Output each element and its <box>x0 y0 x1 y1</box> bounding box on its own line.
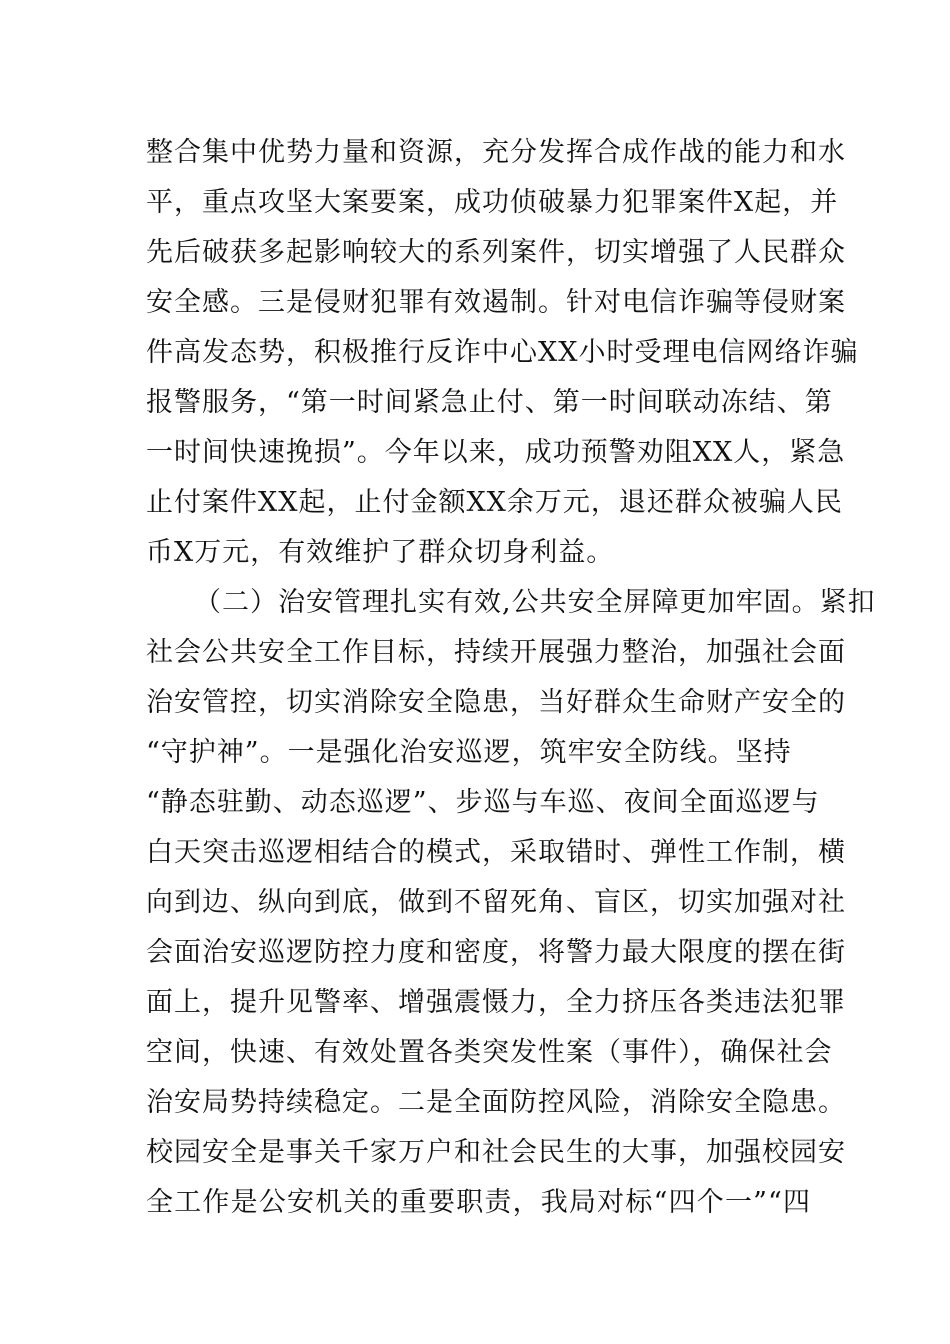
text-line: 面上，提升见警率、增强震慑力，全力挤压各类违法犯罪 <box>146 987 846 1018</box>
text-line: 币X万元，有效维护了群众切身利益。 <box>146 537 615 568</box>
text-line: 件高发态势，积极推行反诈中心XX小时受理电信网络诈骗 <box>146 337 859 368</box>
text-line: 先后破获多起影响较大的系列案件，切实增强了人民群众 <box>146 237 846 268</box>
text-line: 一时间快速挽损”。今年以来，成功预警劝阻XX人，紧急 <box>146 437 846 468</box>
text-line: 整合集中优势力量和资源，充分发挥合成作战的能力和水 <box>146 137 846 168</box>
text-line: 校园安全是事关千家万户和社会民生的大事，加强校园安 <box>146 1137 846 1168</box>
text-line: 治安局势持续稳定。二是全面防控风险，消除安全隐患。 <box>146 1087 846 1118</box>
text-line: 全工作是公安机关的重要职责，我局对标“四个一”“四 <box>146 1187 811 1218</box>
text-line: 安全感。三是侵财犯罪有效遏制。针对电信诈骗等侵财案 <box>146 287 846 318</box>
text-line: 社会公共安全工作目标，持续开展强力整治，加强社会面 <box>146 637 846 668</box>
text-line: 报警服务，“第一时间紧急止付、第一时间联动冻结、第 <box>146 387 833 418</box>
text-line: 会面治安巡逻防控力度和密度，将警力最大限度的摆在街 <box>146 937 846 968</box>
text-line: 止付案件XX起，止付金额XX余万元，退还群众被骗人民 <box>146 487 843 518</box>
section-heading-line: （二）治安管理扎实有效,公共安全屏障更加牢固。紧扣 <box>194 587 876 618</box>
text-line: 白天突击巡逻相结合的模式，采取错时、弹性工作制，横 <box>146 837 846 868</box>
text-line: “静态驻勤、动态巡逻”、步巡与车巡、夜间全面巡逻与 <box>146 787 820 818</box>
text-line: 平，重点攻坚大案要案，成功侦破暴力犯罪案件X起，并 <box>146 187 839 218</box>
text-line: 治安管控，切实消除安全隐患，当好群众生命财产安全的 <box>146 687 846 718</box>
text-line: “守护神”。一是强化治安巡逻，筑牢安全防线。坚持 <box>146 737 792 768</box>
text-line: 空间，快速、有效处置各类突发性案（事件），确保社会 <box>146 1037 833 1068</box>
text-line: 向到边、纵向到底，做到不留死角、盲区，切实加强对社 <box>146 887 846 918</box>
